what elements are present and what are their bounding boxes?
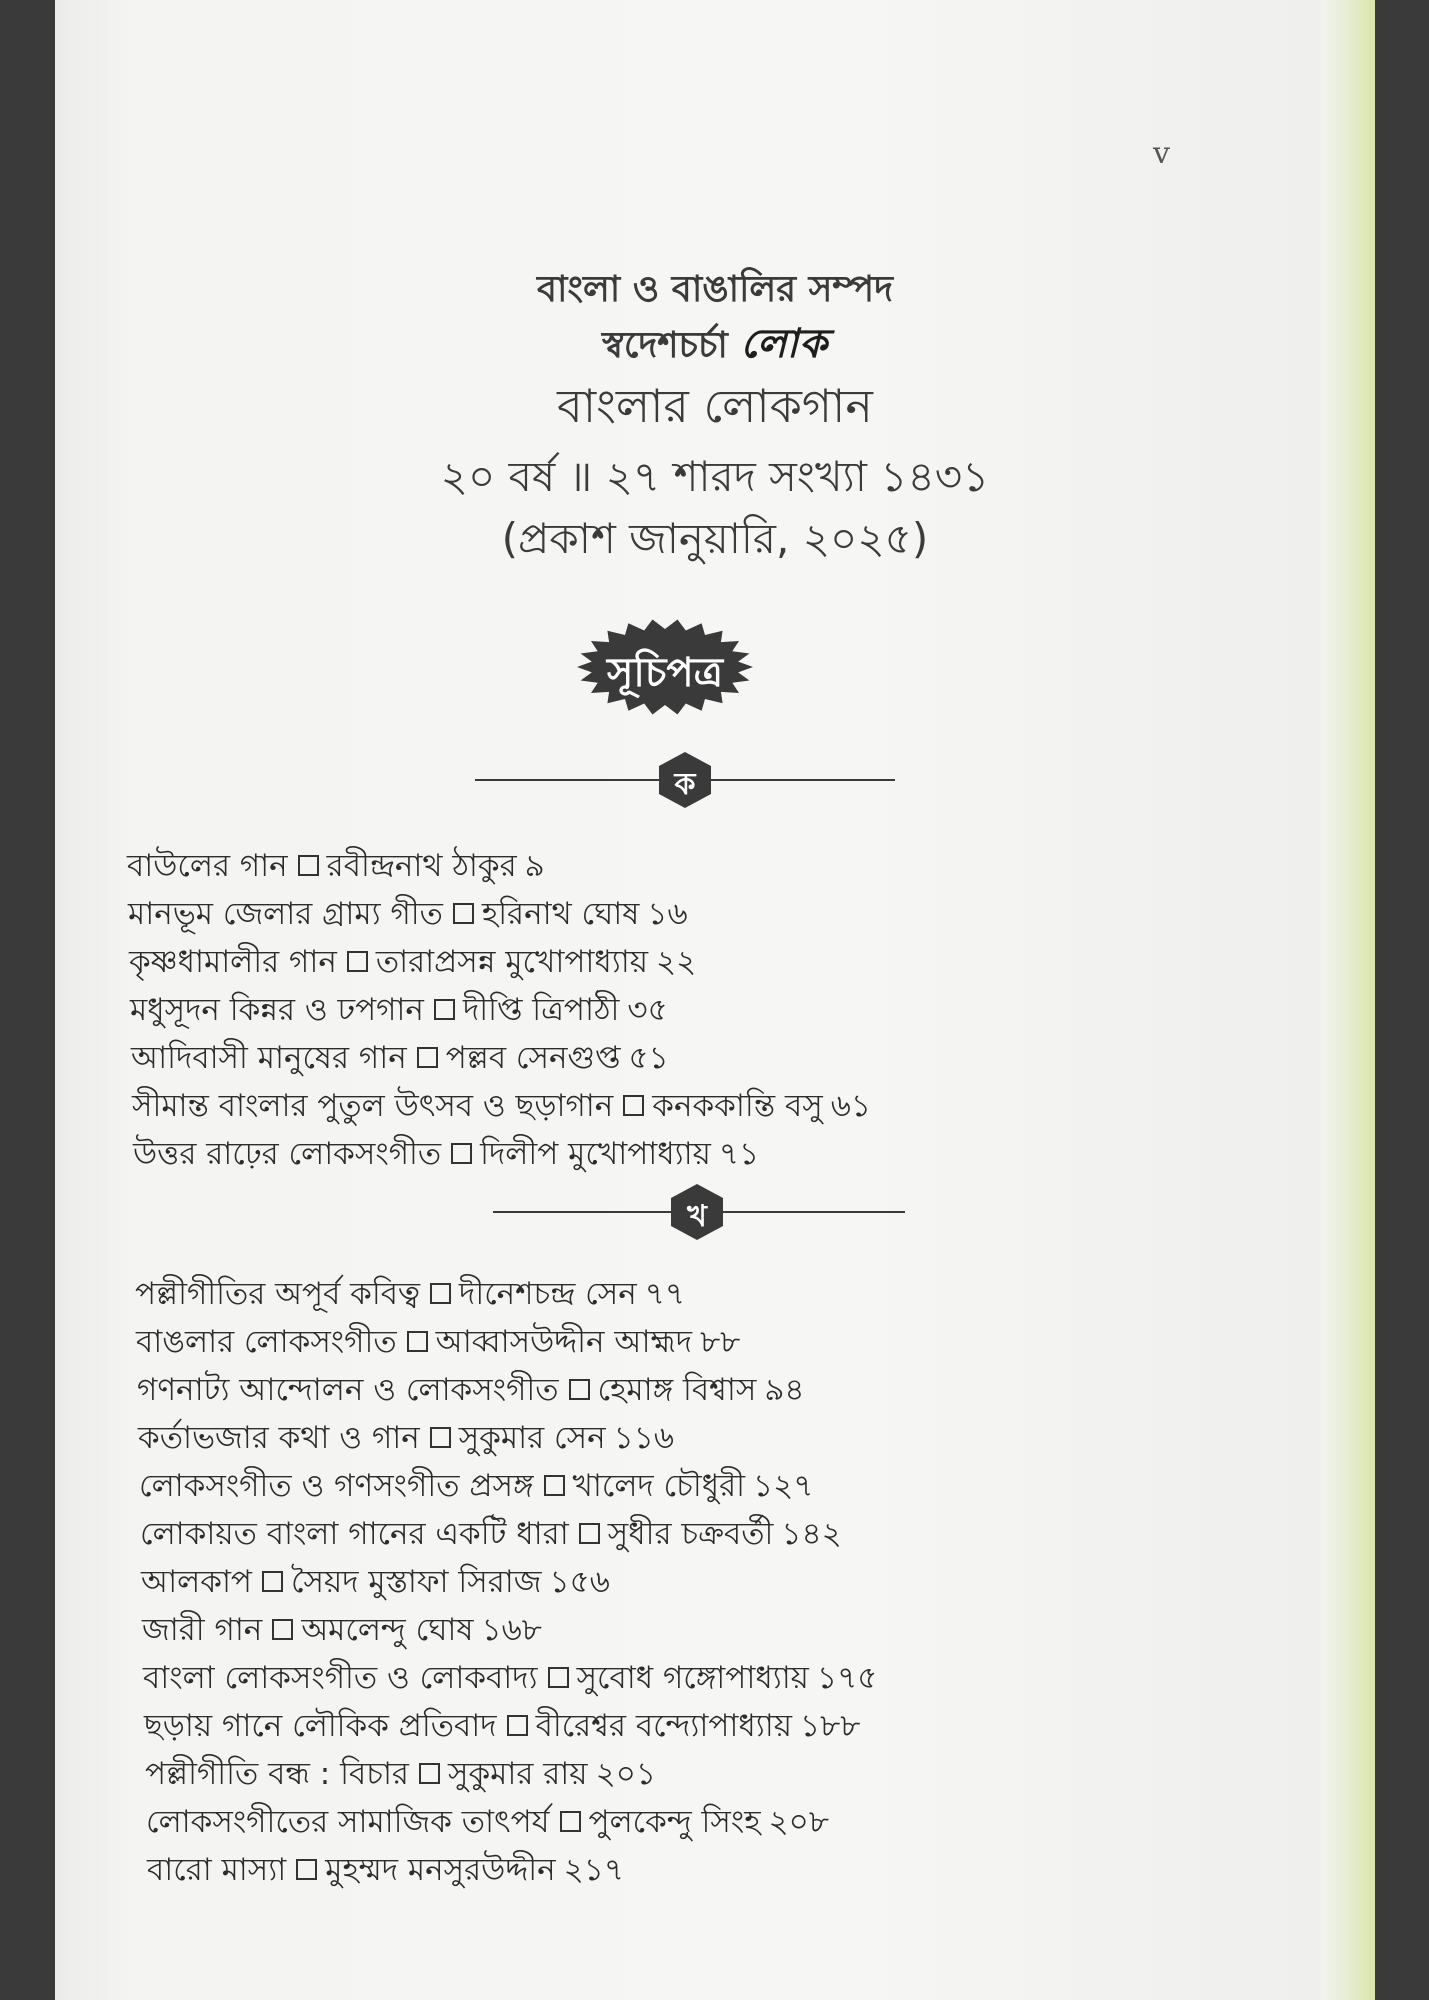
entry-page: ১৫৬ xyxy=(549,1564,610,1600)
square-bullet-icon xyxy=(544,1475,565,1496)
header-subtitle: বাংলা ও বাঙালির সম্পদ xyxy=(537,269,893,310)
entry-page: ১৪২ xyxy=(781,1516,842,1552)
square-bullet-icon xyxy=(272,1619,293,1640)
toc-entry xyxy=(140,1510,842,1562)
series-prefix: স্বদেশচর্চা xyxy=(601,325,728,366)
toc-entry xyxy=(139,1462,813,1514)
toc-entry xyxy=(132,1082,871,1134)
entry-page: ১৬৮ xyxy=(481,1612,542,1648)
entry-author: বীরেশ্বর বন্দ্যোপাধ্যায় xyxy=(535,1708,793,1744)
square-bullet-icon xyxy=(579,1523,600,1544)
entry-page: ৮৮ xyxy=(700,1324,741,1360)
contents-badge xyxy=(575,617,755,717)
entry-title: কৃষ্ণধামালীর গান xyxy=(129,944,337,980)
entry-page: ২১৭ xyxy=(563,1852,625,1888)
entry-author: সৈয়দ মুস্তাফা সিরাজ xyxy=(290,1564,542,1600)
issue-title: বাংলার লোকগান xyxy=(557,379,873,433)
entry-author: দীনেশচন্দ্র সেন xyxy=(459,1276,637,1312)
toc-entry xyxy=(144,1702,860,1754)
toc-entry xyxy=(127,842,545,894)
square-bullet-icon xyxy=(407,1331,428,1352)
toc-entry xyxy=(146,1798,829,1850)
square-bullet-icon xyxy=(262,1571,283,1592)
square-bullet-icon xyxy=(453,903,474,924)
entry-page: ১১৬ xyxy=(613,1420,674,1456)
entry-author: সুকুমার সেন xyxy=(458,1420,606,1456)
entry-page: ৫১ xyxy=(628,1040,669,1076)
square-bullet-icon xyxy=(298,855,319,876)
header-series xyxy=(55,312,1375,379)
entry-page: ৬১ xyxy=(830,1088,871,1124)
entry-title: আদিবাসী মানুষের গান xyxy=(131,1040,407,1076)
entry-title: জারী গান xyxy=(142,1612,263,1648)
toc-entry xyxy=(135,1270,685,1322)
entry-title: পল্লীগীতি বন্ধ : বিচার xyxy=(145,1756,409,1792)
entry-author: খালেদ চৌধুরী xyxy=(572,1468,746,1504)
entry-title: ছড়ায় গানে লৌকিক প্রতিবাদ xyxy=(144,1708,497,1744)
entry-author: আব্বাসউদ্দীন আহ্মদ xyxy=(435,1324,693,1360)
square-bullet-icon xyxy=(430,1283,451,1304)
entry-title: বাউলের গান xyxy=(127,848,288,884)
entry-title: মধুসূদন কিন্নর ও ঢপগান xyxy=(130,992,424,1028)
entry-author: সুকুমার রায় xyxy=(447,1756,588,1792)
toc-entry xyxy=(145,1750,656,1802)
entry-author: মুহম্মদ মনসুরউদ্দীন xyxy=(325,1852,556,1888)
section-marker: ক xyxy=(674,767,696,802)
square-bullet-icon xyxy=(434,999,455,1020)
entry-page: ১২৭ xyxy=(753,1468,814,1504)
entry-page: ১৬ xyxy=(647,896,688,932)
toc-entry xyxy=(128,890,688,942)
square-bullet-icon xyxy=(417,1047,438,1068)
square-bullet-icon xyxy=(623,1095,644,1116)
entry-title: লোকসংগীত ও গণসংগীত প্রসঙ্গ xyxy=(139,1468,534,1504)
book-page xyxy=(55,0,1375,2000)
entry-page: ১৭৫ xyxy=(816,1660,878,1696)
entry-title: গণনাট্য আন্দোলন ও লোকসংগীত xyxy=(137,1372,559,1408)
square-bullet-icon xyxy=(347,951,368,972)
toc-entry xyxy=(141,1558,610,1610)
entry-author: সুবোধ গঙ্গোপাধ্যায় xyxy=(576,1660,809,1696)
entry-title: সীমান্ত বাংলার পুতুল উৎসব ও ছড়াগান xyxy=(132,1088,614,1124)
entry-author: পুলকেন্দু সিংহ xyxy=(588,1804,761,1840)
toc-entry xyxy=(133,1130,759,1182)
square-bullet-icon xyxy=(548,1667,569,1688)
page-number: v xyxy=(1153,136,1170,171)
toc-entry xyxy=(137,1366,805,1418)
entry-title: মানভূম জেলার গ্রাম্য গীত xyxy=(128,896,443,932)
square-bullet-icon xyxy=(451,1143,472,1164)
entry-title: আলকাপ xyxy=(141,1564,252,1600)
section-marker: খ xyxy=(687,1199,707,1234)
entry-author: অমলেন্দু ঘোষ xyxy=(301,1612,474,1648)
entry-page: ২০১ xyxy=(595,1756,657,1792)
entry-author: হেমাঙ্গ বিশ্বাস xyxy=(597,1372,757,1408)
entry-page: ৭৭ xyxy=(644,1276,686,1312)
entry-page: ৯৪ xyxy=(764,1372,805,1408)
toc-entry xyxy=(143,1654,877,1706)
entry-title: লোকায়ত বাংলা গানের একটি ধারা xyxy=(140,1516,569,1552)
entry-author: সুধীর চক্রবর্তী xyxy=(607,1516,774,1552)
entry-author: কনককান্তি বসু xyxy=(652,1088,823,1124)
square-bullet-icon xyxy=(507,1715,528,1736)
section-divider-ka xyxy=(475,750,895,810)
entry-title: লোকসংগীতের সামাজিক তাৎপর্য xyxy=(146,1804,550,1840)
section-divider-kha xyxy=(493,1182,905,1242)
toc-entry xyxy=(142,1606,542,1658)
toc-entry xyxy=(136,1318,740,1370)
entry-author: হরিনাথ ঘোষ xyxy=(481,896,640,932)
square-bullet-icon xyxy=(569,1379,590,1400)
toc-entry xyxy=(129,938,696,990)
entry-author: দীপ্তি ত্রিপাঠী xyxy=(462,992,620,1028)
square-bullet-icon xyxy=(296,1859,317,1880)
square-bullet-icon xyxy=(419,1763,440,1784)
entry-page: ২০৮ xyxy=(768,1804,829,1840)
square-bullet-icon xyxy=(430,1427,451,1448)
brand-logo-text: লোক xyxy=(740,321,829,367)
entry-title: বাঙলার লোকসংগীত xyxy=(136,1324,397,1360)
toc-entry xyxy=(147,1846,624,1898)
entry-author: দিলীপ মুখোপাধ্যায় xyxy=(480,1136,711,1172)
entry-title: বাংলা লোকসংগীত ও লোকবাদ্য xyxy=(143,1660,538,1696)
publication-date: (প্রকাশ জানুয়ারি, ২০২৫) xyxy=(501,514,929,563)
toc-entry xyxy=(130,986,668,1038)
square-bullet-icon xyxy=(560,1811,581,1832)
entry-page: ৯ xyxy=(524,848,545,884)
entry-title: উত্তর রাঢ়ের লোকসংগীত xyxy=(133,1136,442,1172)
entry-page: ২২ xyxy=(656,944,697,980)
entry-page: ৩৫ xyxy=(627,992,668,1028)
entry-author: তারাপ্রসন্ন মুখোপাধ্যায় xyxy=(375,944,648,980)
entry-page: ৭১ xyxy=(718,1136,760,1172)
entry-title: কর্তাভজার কথা ও গান xyxy=(138,1420,420,1456)
entry-author: পল্লব সেনগুপ্ত xyxy=(445,1040,621,1076)
entry-author: রবীন্দ্রনাথ ঠাকুর xyxy=(326,848,517,884)
issue-volume: ২০ বর্ষ ॥ ২৭ শারদ সংখ্যা ১৪৩১ xyxy=(440,452,990,501)
toc-entry xyxy=(138,1414,674,1466)
toc-entry xyxy=(131,1034,669,1086)
entry-title: বারো মাস্যা xyxy=(147,1852,287,1888)
entry-page: ১৮৮ xyxy=(800,1708,861,1744)
entry-title: পল্লীগীতির অপূর্ব কবিত্ব xyxy=(135,1276,421,1312)
contents-heading: সূচিপত্র xyxy=(607,650,723,696)
